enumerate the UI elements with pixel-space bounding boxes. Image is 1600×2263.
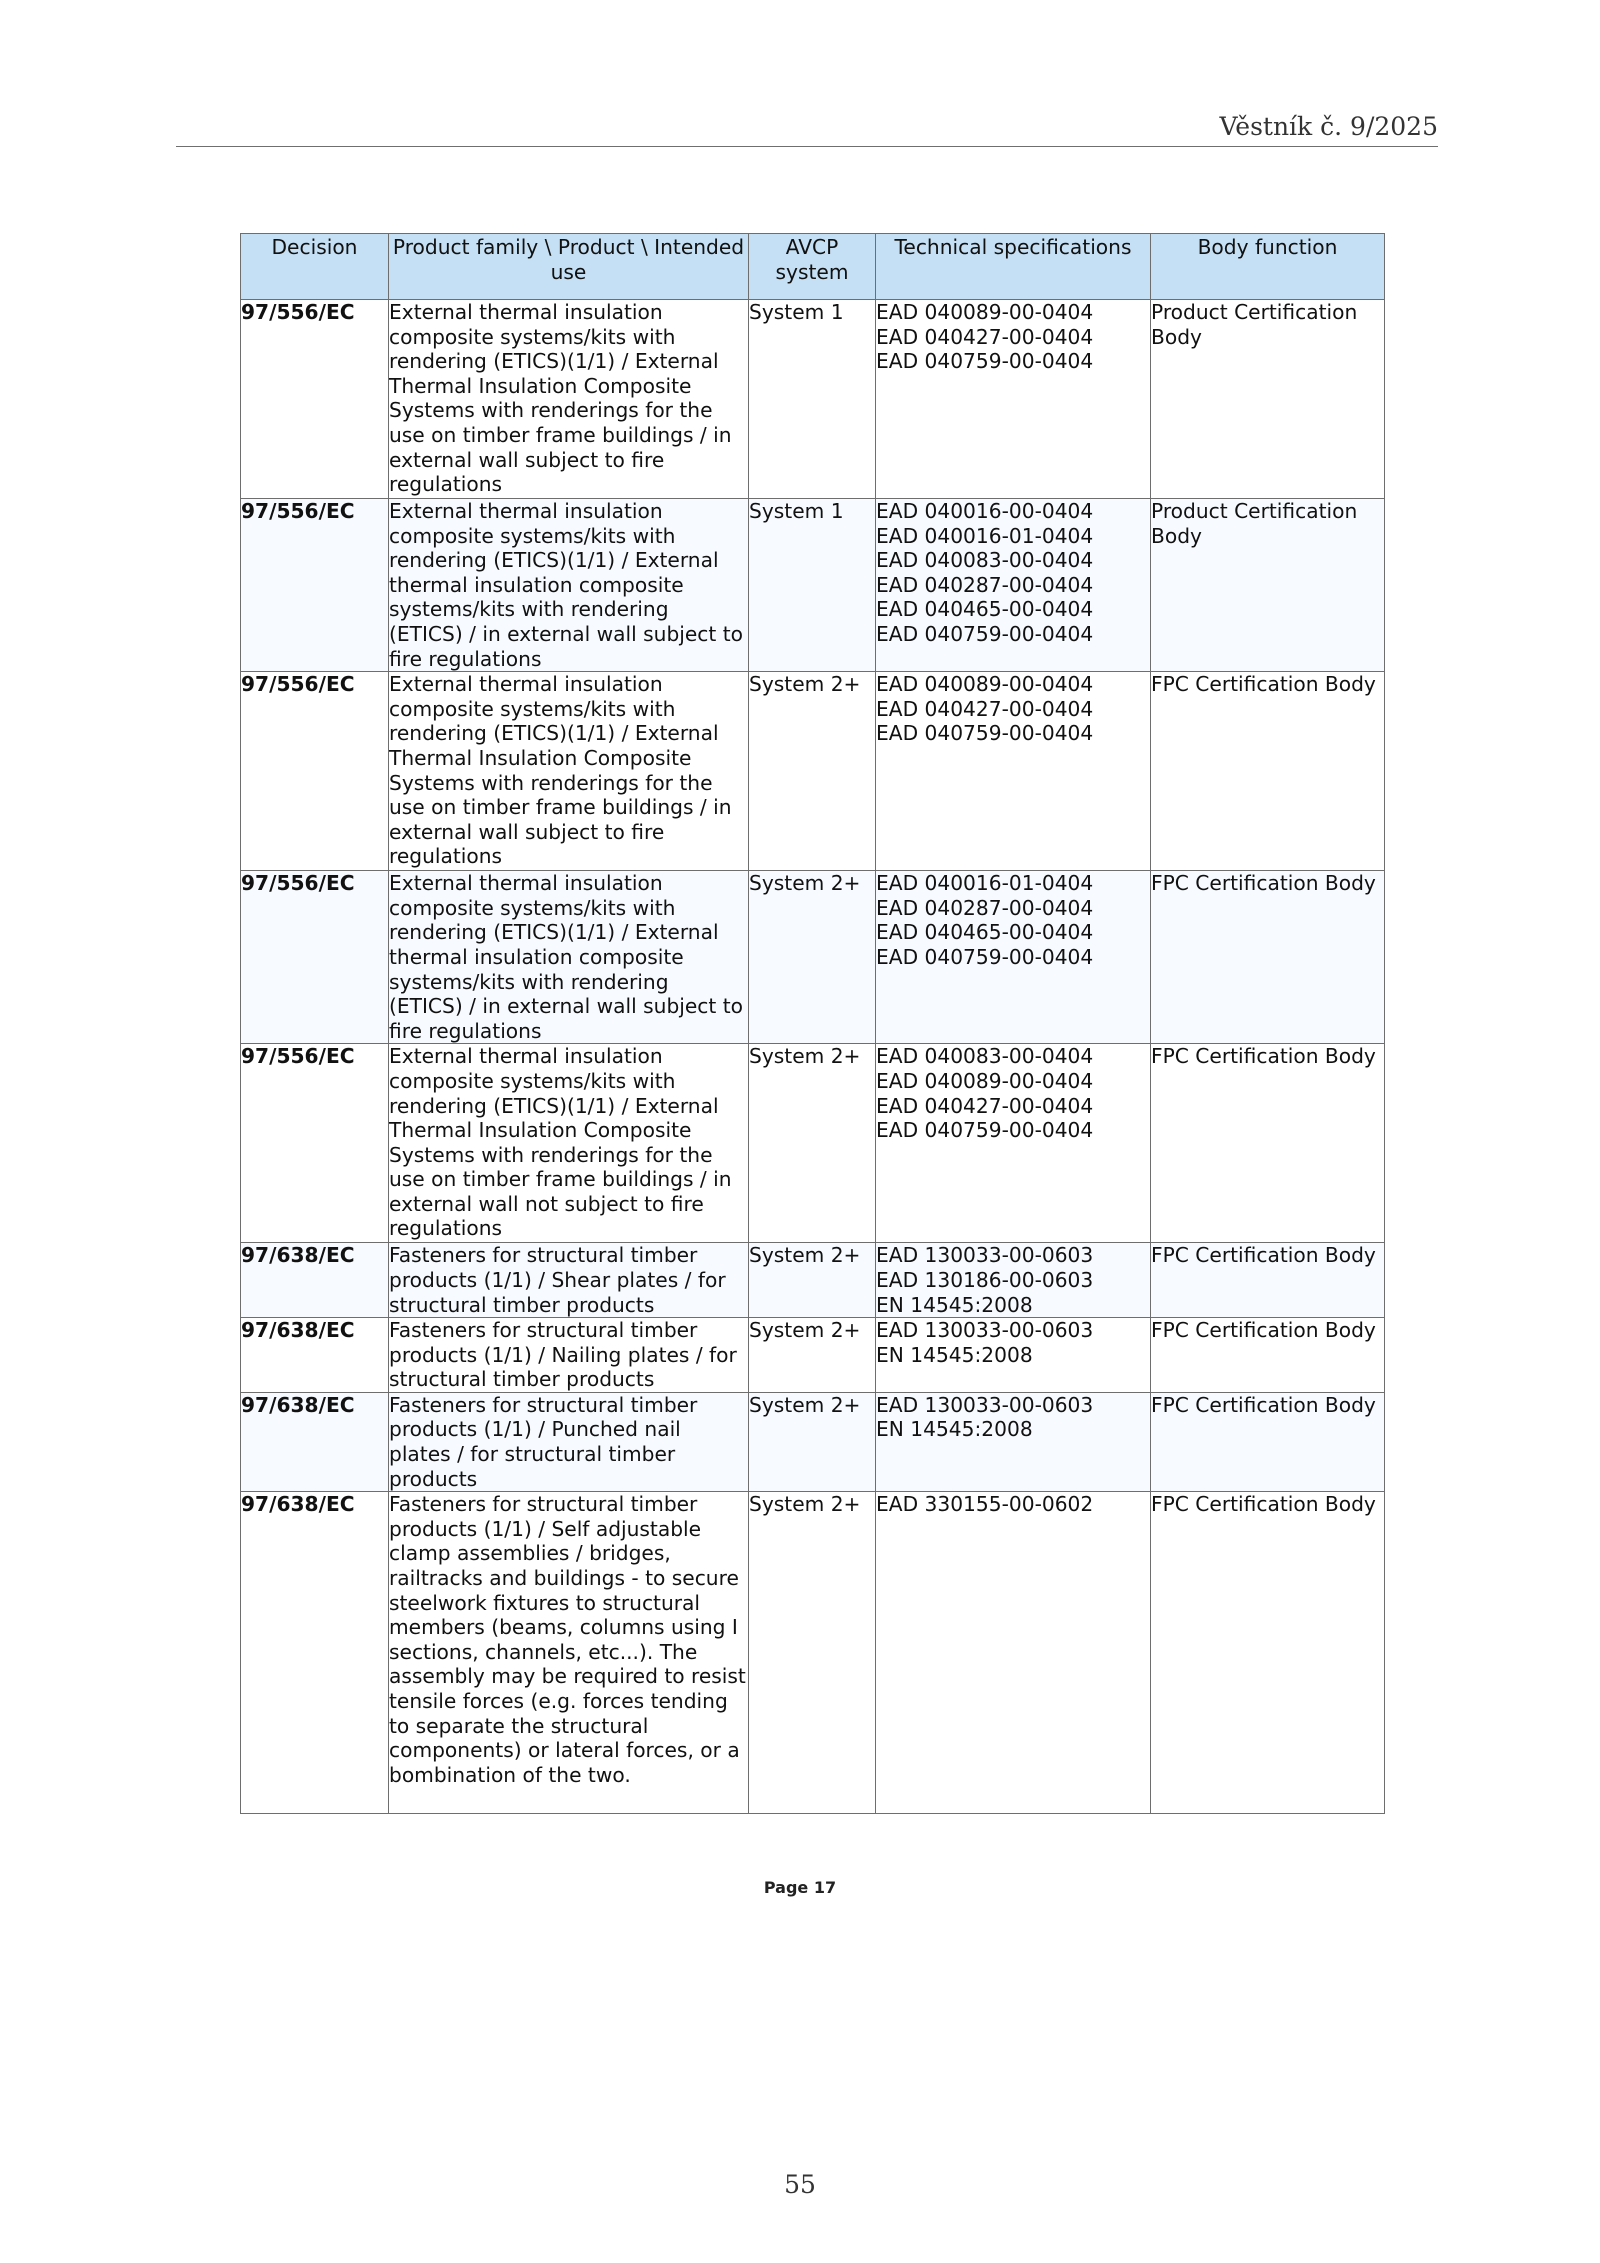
product-cell: External thermal insulation composite systems/kits with rendering (ETICS)(1/1) / External thermal insulation composite systems/kits with rendering (ETICS) / in external wall subject to fire regulations (389, 871, 749, 1044)
specs-cell (876, 499, 1151, 672)
specs-cell (876, 300, 1151, 499)
spec-item: EAD 040016-00-0404 (876, 499, 1094, 523)
spec-item: EAD 330155-00-0602 (876, 1492, 1094, 1517)
spec-item: EAD 130033-00-0603 (876, 1318, 1094, 1343)
spec-item: EAD 040759-00-0404 (876, 1118, 1094, 1143)
certification-table (240, 233, 1385, 1814)
specs-cell (876, 1243, 1151, 1318)
system-cell: System 1 (749, 499, 876, 672)
column-header-technical-specifications: Technical specifications (876, 234, 1151, 300)
column-header-product: Product family \ Product \ Intended use (389, 234, 749, 300)
spec-item: EAD 040287-00-0404 (876, 895, 1094, 920)
system-cell: System 1 (749, 300, 876, 499)
product-cell: External thermal insulation composite systems/kits with rendering (ETICS)(1/1) / External Thermal Insulation Composite Systems with renderings for the use on timber frame buildings / in external wall subject to fire regulations (389, 300, 749, 499)
spec-item: EAD 040287-00-0404 (876, 572, 1094, 597)
table-row (241, 499, 1385, 672)
column-header-avcp-system: AVCP system (749, 234, 876, 300)
table-row (241, 1044, 1385, 1243)
specs-cell (876, 1044, 1151, 1243)
spec-item: EAD 040083-00-0404 (876, 1044, 1094, 1069)
spec-item: EAD 130186-00-0603 (876, 1267, 1094, 1292)
spec-item: EAD 040427-00-0404 (876, 1093, 1094, 1118)
spec-item: EAD 040759-00-0404 (876, 621, 1094, 646)
product-cell: External thermal insulation composite systems/kits with rendering (ETICS)(1/1) / External Thermal Insulation Composite Systems with renderings for the use on timber frame buildings / in external wall subject to fire regulations (389, 672, 749, 871)
table-row (241, 1243, 1385, 1318)
product-cell: External thermal insulation composite systems/kits with rendering (ETICS)(1/1) / External thermal insulation composite systems/kits with rendering (ETICS) / in external wall subject to fire regulations (389, 499, 749, 672)
spec-item: EAD 040759-00-0404 (876, 721, 1094, 746)
body-cell: FPC Certification Body (1151, 1392, 1385, 1491)
product-cell: Fasteners for structural timber products (1/1) / Self adjustable clamp assemblies / bridges, railtracks and buildings - to secure steelwork fixtures to structural members (beams, columns using I sections, channels, etc...). The assembly may be required to resist tensile forces (e.g. forces tending to separate the structural components) or lateral forces, or a bombination of the two. (389, 1492, 749, 1814)
spec-item: EAD 040016-01-0404 (876, 523, 1094, 548)
column-header-body-function: Body function (1151, 234, 1385, 300)
decision-cell: 97/556/EC (241, 300, 389, 499)
body-cell: FPC Certification Body (1151, 1243, 1385, 1318)
spec-item: EN 14545:2008 (876, 1417, 1033, 1442)
body-cell: FPC Certification Body (1151, 871, 1385, 1044)
spec-item: EAD 040465-00-0404 (876, 920, 1094, 945)
column-header-decision: Decision (241, 234, 389, 300)
spec-item: EAD 040427-00-0404 (876, 324, 1094, 349)
system-cell: System 2+ (749, 1492, 876, 1814)
body-cell: FPC Certification Body (1151, 672, 1385, 871)
product-cell: Fasteners for structural timber products (1/1) / Shear plates / for structural timber products (389, 1243, 749, 1318)
decision-cell: 97/556/EC (241, 672, 389, 871)
table-row (241, 1392, 1385, 1491)
system-cell: System 2+ (749, 1318, 876, 1393)
body-cell: Product Certification Body (1151, 499, 1385, 672)
specs-cell (876, 871, 1151, 1044)
spec-item: EAD 040427-00-0404 (876, 696, 1094, 721)
page-number: 55 (784, 2170, 816, 2199)
spec-item: EAD 040089-00-0404 (876, 672, 1094, 697)
table-row (241, 1318, 1385, 1393)
specs-cell (876, 672, 1151, 871)
spec-item: EN 14545:2008 (876, 1292, 1033, 1317)
product-cell: Fasteners for structural timber products (1/1) / Nailing plates / for structural timber products (389, 1318, 749, 1393)
decision-cell: 97/638/EC (241, 1392, 389, 1491)
product-cell: Fasteners for structural timber products (1/1) / Punched nail plates / for structural timber products (389, 1392, 749, 1491)
table-row (241, 672, 1385, 871)
spec-item: EAD 040465-00-0404 (876, 597, 1094, 622)
decision-cell: 97/638/EC (241, 1492, 389, 1814)
system-cell: System 2+ (749, 1392, 876, 1491)
body-cell: FPC Certification Body (1151, 1492, 1385, 1814)
spec-item: EN 14545:2008 (876, 1342, 1033, 1367)
system-cell: System 2+ (749, 672, 876, 871)
specs-cell (876, 1492, 1151, 1814)
decision-cell: 97/556/EC (241, 499, 389, 672)
table-row (241, 871, 1385, 1044)
specs-cell (876, 1318, 1151, 1393)
table-row (241, 300, 1385, 499)
spec-item: EAD 040089-00-0404 (876, 1068, 1094, 1093)
body-cell: FPC Certification Body (1151, 1044, 1385, 1243)
system-cell: System 2+ (749, 871, 876, 1044)
decision-cell: 97/638/EC (241, 1243, 389, 1318)
spec-item: EAD 130033-00-0603 (876, 1392, 1094, 1417)
spec-item: EAD 040759-00-0404 (876, 349, 1094, 374)
specs-cell (876, 1392, 1151, 1491)
spec-item: EAD 040083-00-0404 (876, 548, 1094, 573)
decision-cell: 97/556/EC (241, 871, 389, 1044)
journal-title: Věstník č. 9/2025 (1219, 112, 1438, 141)
system-cell: System 2+ (749, 1243, 876, 1318)
table-row (241, 1492, 1385, 1814)
spec-item: EAD 040759-00-0404 (876, 944, 1094, 969)
page-label: Page 17 (763, 1878, 837, 1897)
decision-cell: 97/638/EC (241, 1318, 389, 1393)
spec-item: EAD 040016-01-0404 (876, 871, 1094, 896)
decision-cell: 97/556/EC (241, 1044, 389, 1243)
body-cell: Product Certification Body (1151, 300, 1385, 499)
body-cell: FPC Certification Body (1151, 1318, 1385, 1393)
product-cell: External thermal insulation composite systems/kits with rendering (ETICS)(1/1) / External Thermal Insulation Composite Systems with renderings for the use on timber frame buildings / in external wall not subject to fire regulations (389, 1044, 749, 1243)
spec-item: EAD 130033-00-0603 (876, 1243, 1094, 1268)
table-header-row (241, 234, 1385, 300)
header-divider (176, 146, 1438, 147)
system-cell: System 2+ (749, 1044, 876, 1243)
spec-item: EAD 040089-00-0404 (876, 300, 1094, 324)
